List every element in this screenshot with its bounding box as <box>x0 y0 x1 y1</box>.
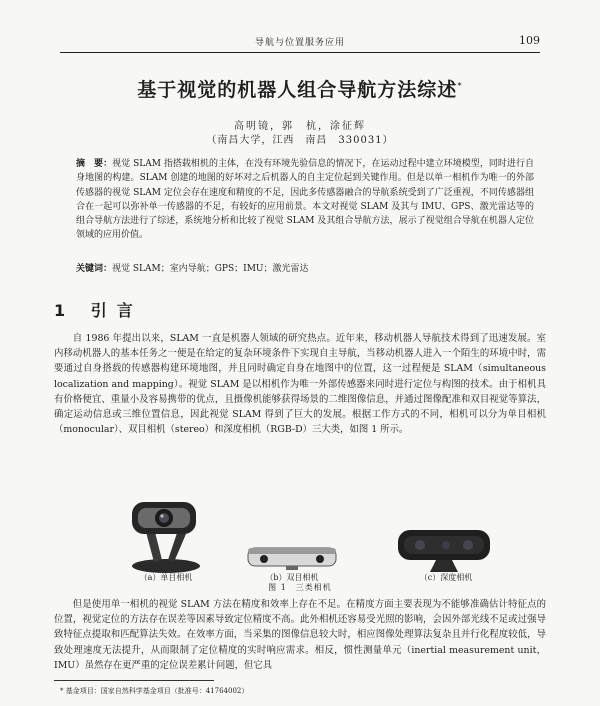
stereo-camera-image <box>248 548 336 570</box>
abstract-label: 摘 要： <box>76 159 113 169</box>
keywords-label: 关键词： <box>76 264 113 274</box>
title-text: 基于视觉的机器人组合导航方法综述 <box>137 79 458 101</box>
journal-name: 导航与位置服务应用 <box>254 38 345 48</box>
section-title: 引言 <box>90 301 143 320</box>
figure-caption-a: （a）单目相机 <box>139 573 193 582</box>
figure-caption-b: （b）双目相机 <box>265 573 319 582</box>
paper-title <box>60 75 540 102</box>
footnote-rule <box>54 680 214 681</box>
figure-caption-c: （c）深度相机 <box>419 573 473 582</box>
funding-footnote: * 基金项目：国家自然科学基金项目（批准号：41764002） <box>60 687 249 695</box>
page-number: 109 <box>519 34 540 47</box>
authors: 高明镜，郭 杭，涂征辉 <box>234 121 366 132</box>
title-footnote-mark: * <box>457 81 463 92</box>
running-header <box>60 33 540 51</box>
intro-paragraph-1: 自 1986 年提出以来，SLAM 一直是机器人领域的研究热点。近年来，移动机器人导航技术得到了迅速发展。室内移动机器人的基本任务之一便是在给定的复杂环境条件下实现自主导航，当移动机器人进入一个陌生的环境中时，需要通过自身搭载的传感器构建环境地图，并且同时确定自身在地图中的位置，这一过程便是 SLAM（simultaneous localization and mapping）。视觉 SLAM 是以相机作为唯一外部传感器来同时进行定位与构图的技术。由于相机具有价格便宜、重量小及容易携带的优点，且摄像机能够获得场景的二维图像信息，并通过图像配准和双目视觉等算法，确定运动信息或三维位置信息，因此视觉 SLAM 得到了巨大的发展。根据工作方式的不同，相机可以分为单目相机（monocular）、双目相机（stereo）和深度相机（RGB-D）三大类，如图 1 所示。 <box>54 333 546 436</box>
figure-title: 图 1 三类相机 <box>268 583 332 592</box>
section-heading <box>54 298 143 321</box>
abstract <box>76 157 534 243</box>
section-number: 1 <box>54 301 76 320</box>
affiliation: （南昌大学，江西 南昌 330031） <box>206 135 394 146</box>
abstract-text: 视觉 SLAM 指搭载相机的主体，在没有环境先验信息的情况下，在运动过程中建立环境模型，同时进行自身地图的构建。SLAM 创建的地图的好坏对之后机器人的自主定位起到关键作用。但是以单一相机作为唯一的外部传感器的视觉 SLAM 定位会存在速度和精度的不足，因此多传感器融合的导航系统受到了广泛重视，不同传感器组合在一起可以弥补单一传感器的不足，有较好的应用前景。本文对视觉 SLAM 及其与 IMU、GPS、激光雷达等的组合导航方法进行了综述，系统地分析和比较了视觉 SLAM 及其组合导航方法，展示了视觉组合导航在机器人定位领域的应用价值。 <box>76 159 534 241</box>
figure-1 <box>54 488 546 588</box>
depth-camera-image <box>398 530 490 572</box>
keywords <box>76 262 534 276</box>
header-rule <box>60 52 540 53</box>
keywords-text: 视觉 SLAM；室内导航；GPS；IMU；激光雷达 <box>112 264 309 274</box>
intro-paragraph-2: 但是使用单一相机的视觉 SLAM 方法在精度和效率上存在不足。在精度方面主要表现为不能够准确估计特征点的位置，视觉定位的方法存在误差等因素导致定位精度不高。此外相机还容易受光照的影响，会因外部光线不足或过强导致特征点提取和匹配算法失效。在效率方面，当采集的图像信息较大时，相应图像处理算法复杂且并行化程度较低，导致处理速度无法提升，从而限制了定位精度的实时响应需求。相反，惯性测量单元（inertial measurement unit，IMU）虽然存在更严重的定位误差累计问题，但它具 <box>54 599 546 671</box>
monocular-camera-image <box>132 502 200 573</box>
